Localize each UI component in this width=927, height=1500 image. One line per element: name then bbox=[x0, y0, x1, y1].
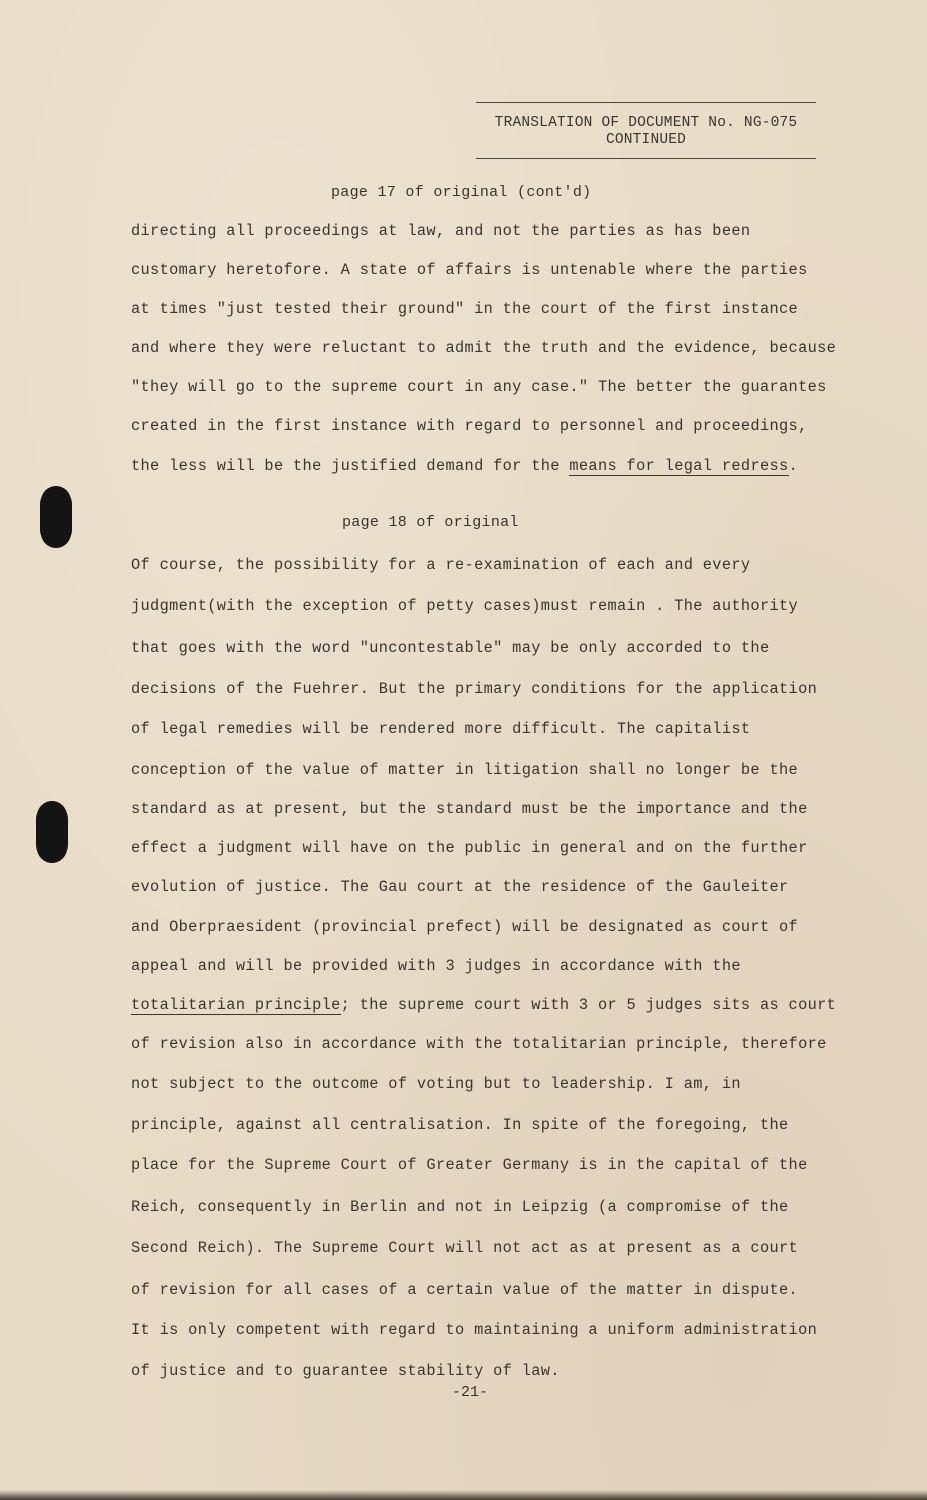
text-line: of justice and to guarantee stability of law. bbox=[131, 1362, 560, 1380]
text-line: principle, against all centralisation. In spite of the foregoing, the bbox=[131, 1116, 789, 1134]
text-line: appeal and will be provided with 3 judges in accordance with the bbox=[131, 957, 741, 975]
text-line: effect a judgment will have on the public in general and on the further bbox=[131, 839, 808, 857]
text-line: Reich, consequently in Berlin and not in Leipzig (a compromise of the bbox=[131, 1198, 789, 1216]
text-line: created in the first instance with regard to personnel and proceedings, bbox=[131, 417, 808, 435]
text-line: directing all proceedings at law, and not the parties as has been bbox=[131, 222, 751, 240]
text-line: customary heretofore. A state of affairs is untenable where the parties bbox=[131, 261, 808, 279]
punch-hole-bottom bbox=[36, 803, 68, 861]
text-line: evolution of justice. The Gau court at the residence of the Gauleiter bbox=[131, 878, 789, 896]
text-segment: ; the supreme court with 3 or 5 judges sits as court bbox=[340, 996, 837, 1014]
text-line: of revision also in accordance with the totalitarian principle, therefore bbox=[131, 1035, 827, 1053]
page-number: -21- bbox=[452, 1384, 489, 1401]
text-line: conception of the value of matter in litigation shall no longer be the bbox=[131, 761, 799, 779]
header-top-rule bbox=[476, 102, 816, 103]
text-line: standard as at present, but the standard must be the importance and the bbox=[131, 800, 808, 818]
underlined-text: means for legal redress bbox=[569, 457, 789, 475]
text-line: judgment(with the exception of petty cases)must remain . The authority bbox=[131, 597, 799, 615]
text-line: place for the Supreme Court of Greater Germany is in the capital of the bbox=[131, 1156, 808, 1174]
page-reference-17: page 17 of original (cont'd) bbox=[331, 184, 592, 201]
text-line: at times "just tested their ground" in the court of the first instance bbox=[131, 300, 799, 318]
text-line: of legal remedies will be rendered more difficult. The capitalist bbox=[131, 720, 751, 738]
header-subtitle: CONTINUED bbox=[605, 132, 687, 148]
text-line: that goes with the word "uncontestable" may be only accorded to the bbox=[131, 639, 770, 657]
text-segment: . bbox=[788, 457, 799, 475]
text-line: not subject to the outcome of voting but to leadership. I am, in bbox=[131, 1075, 741, 1093]
text-line: "they will go to the supreme court in any case." The better the guarantes bbox=[131, 378, 827, 396]
text-line: Of course, the possibility for a re-examination of each and every bbox=[131, 556, 751, 574]
text-line: of revision for all cases of a certain value of the matter in dispute. bbox=[131, 1281, 799, 1299]
text-line: Second Reich). The Supreme Court will not act as at present as a court bbox=[131, 1239, 799, 1257]
punch-hole-top bbox=[40, 488, 72, 546]
text-line: It is only competent with regard to maintaining a uniform administration bbox=[131, 1321, 818, 1339]
text-line: and where they were reluctant to admit the truth and the evidence, because bbox=[131, 339, 837, 357]
text-line: and Oberpraesident (provincial prefect) will be designated as court of bbox=[131, 918, 799, 936]
text-segment: the less will be the justified demand for the bbox=[131, 457, 570, 475]
text-line: decisions of the Fuehrer. But the primary conditions for the application bbox=[131, 680, 818, 698]
page-reference-18: page 18 of original bbox=[342, 514, 519, 531]
header-bottom-rule bbox=[476, 158, 816, 159]
underlined-text: totalitarian principle bbox=[131, 996, 341, 1014]
text-line bbox=[131, 995, 836, 1015]
text-line bbox=[131, 456, 798, 476]
document-header bbox=[476, 102, 816, 159]
header-title: TRANSLATION OF DOCUMENT No. NG-075 bbox=[494, 115, 798, 131]
page-bottom-edge bbox=[0, 1490, 927, 1500]
